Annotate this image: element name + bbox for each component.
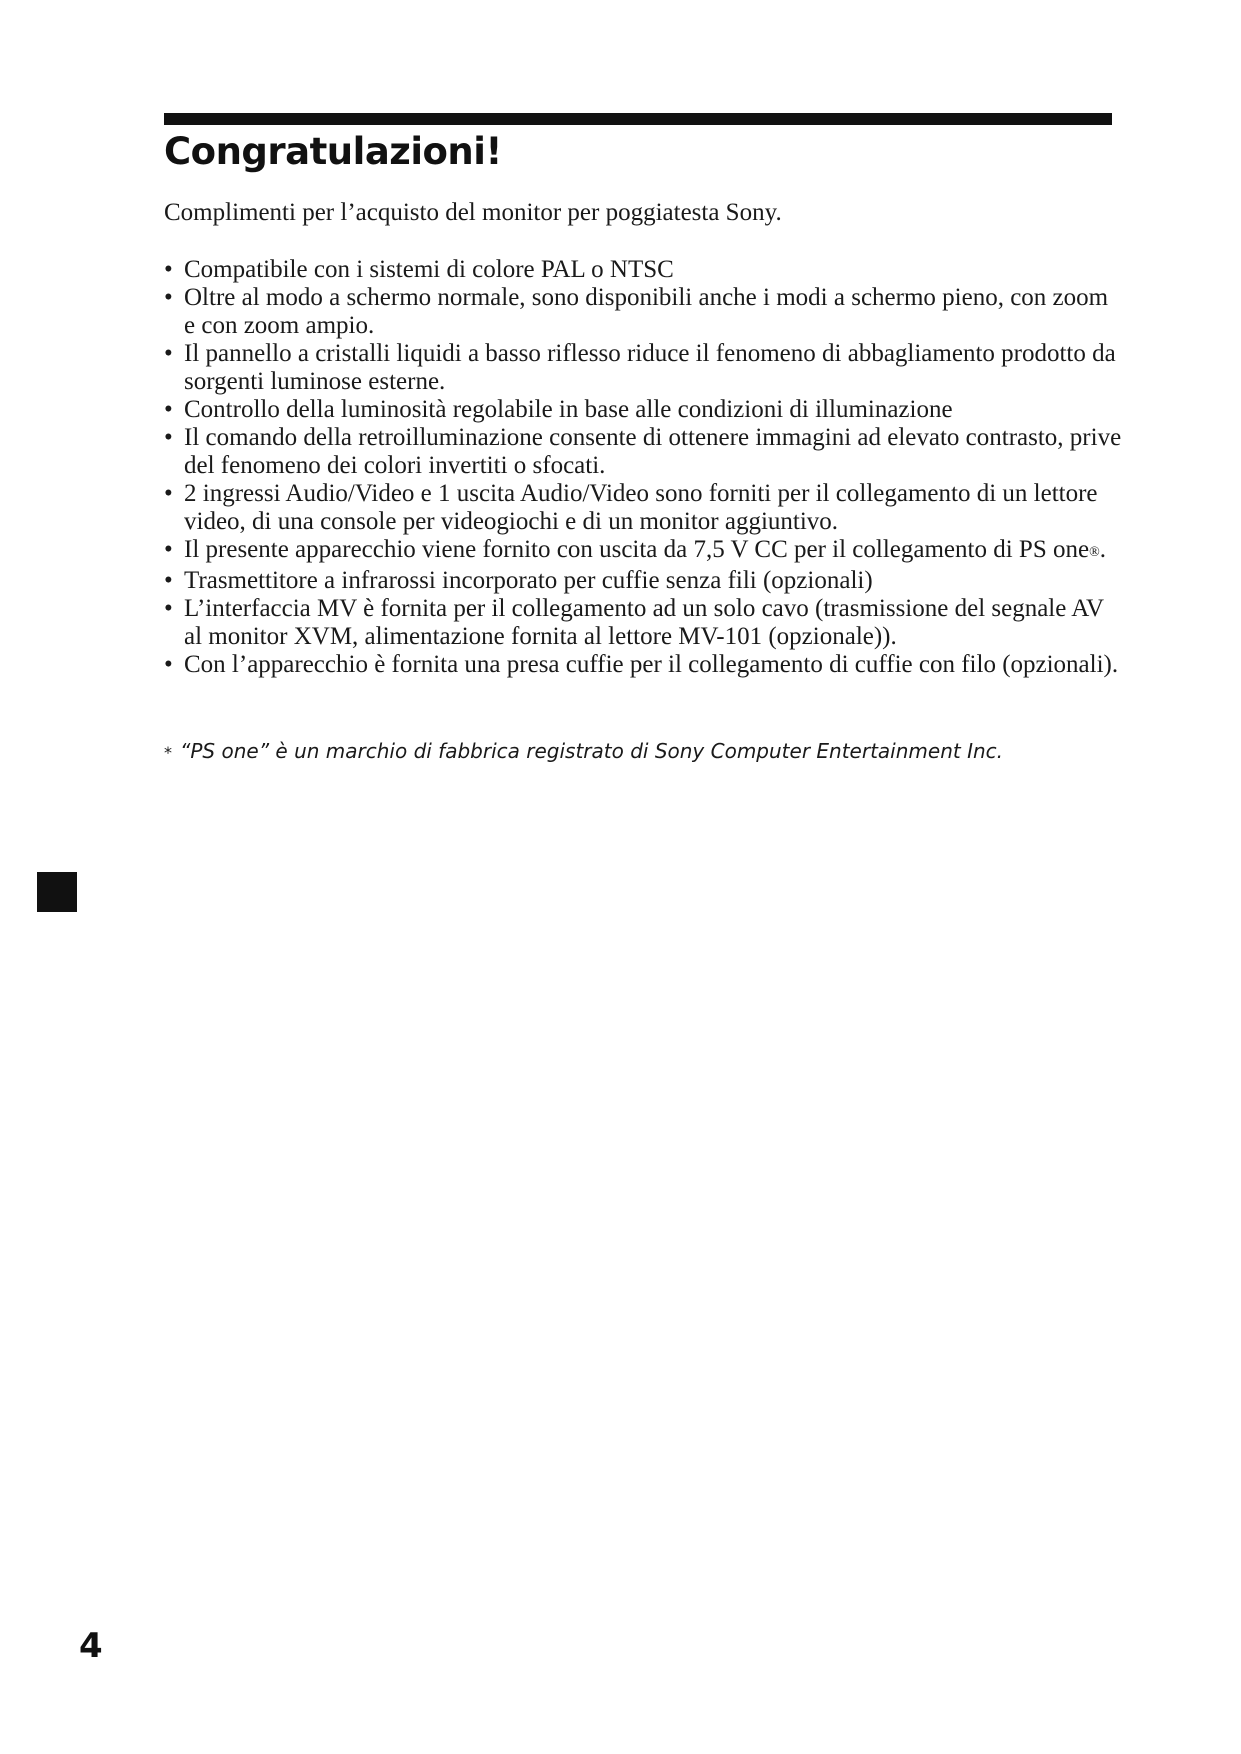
bullet-icon: • (164, 567, 173, 594)
list-item (164, 424, 1124, 480)
bullet-icon: • (164, 284, 173, 311)
registered-mark: ® (1089, 545, 1100, 560)
list-item-text: Compatibile con i sistemi di colore PAL o NTSC (184, 256, 674, 283)
bullet-icon: • (164, 480, 173, 507)
section-tab-marker (37, 872, 77, 912)
list-item (164, 567, 1124, 595)
list-item (164, 284, 1124, 340)
footnote-text: “PS one” è un marchio di fabbrica registrato di Sony Computer Entertainment Inc. (180, 739, 1003, 763)
bullet-icon: • (164, 651, 173, 678)
intro-paragraph: Complimenti per l’acquisto del monitor per poggiatesta Sony. (164, 199, 782, 226)
list-item-text: Il presente apparecchio viene fornito con uscita da 7,5 V CC per il collegamento di PS one (184, 536, 1090, 563)
bullet-icon: • (164, 256, 173, 283)
list-item-end: . (1099, 536, 1106, 563)
list-item-text: L’interfaccia MV è fornita per il collegamento ad un solo cavo (trasmissione del segnale AV al monitor XVM, alimentazione fornita al lettore MV-101 (opzionale)). (184, 595, 1104, 650)
list-item (164, 396, 1124, 424)
list-item (164, 595, 1124, 651)
bullet-icon: • (164, 595, 173, 622)
list-item (164, 651, 1124, 679)
footnote (164, 738, 1003, 766)
list-item-text: Trasmettitore a infrarossi incorporato per cuffie senza fili (opzionali) (184, 567, 873, 594)
list-item-text: Controllo della luminosità regolabile in base alle condizioni di illuminazione (184, 396, 953, 423)
feature-list (164, 256, 1124, 679)
page-number: 4 (79, 1626, 103, 1666)
footnote-mark: * (164, 743, 172, 762)
bullet-icon: • (164, 340, 173, 367)
list-item (164, 340, 1124, 396)
page-title: Congratulazioni! (164, 130, 502, 173)
list-item (164, 480, 1124, 536)
list-item-text: Oltre al modo a schermo normale, sono disponibili anche i modi a schermo pieno, con zoom e con zoom ampio. (184, 284, 1109, 339)
list-item-text: Il pannello a cristalli liquidi a basso riflesso riduce il fenomeno di abbagliamento prodotto da sorgenti luminose esterne. (184, 340, 1116, 395)
list-item (164, 256, 1124, 284)
bullet-icon: • (164, 536, 173, 563)
bullet-icon: • (164, 396, 173, 423)
list-item-text: Il comando della retroilluminazione consente di ottenere immagini ad elevato contrasto, prive del fenomeno dei colori invertiti o sfocati. (184, 424, 1122, 479)
list-item (164, 536, 1124, 567)
title-rule (164, 113, 1112, 125)
list-item-text: Con l’apparecchio è fornita una presa cuffie per il collegamento di cuffie con filo (opzionali). (184, 651, 1119, 678)
bullet-icon: • (164, 424, 173, 451)
list-item-text: 2 ingressi Audio/Video e 1 uscita Audio/Video sono forniti per il collegamento di un lettore video, di una console per videogiochi e di un monitor aggiuntivo. (184, 480, 1098, 535)
